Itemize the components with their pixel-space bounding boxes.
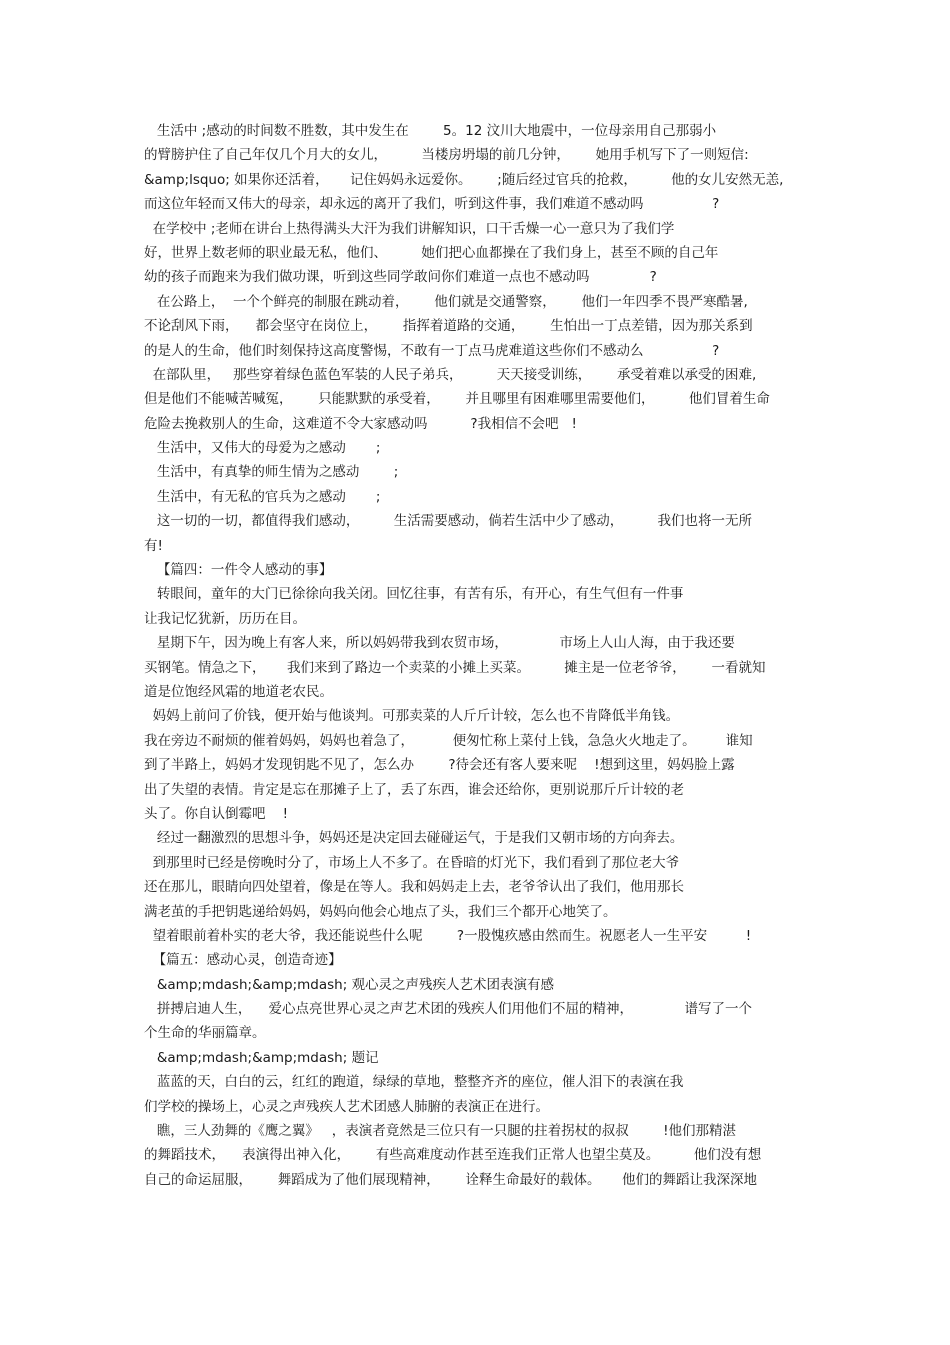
text-line: 让我记忆犹新，历历在目。 [144, 610, 306, 627]
text-line: 出了失望的表情。肯定是忘在那摊子上了，丢了东西，谁会还给你，更别说那斤斤计较的老 [144, 781, 684, 798]
text-line: 望着眼前着朴实的老大爷，我还能说些什么呢 ?一股愧疚感由然而生。祝愿老人一生平安 ! [144, 927, 752, 944]
text-line: 【篇五：感动心灵，创造奇迹】 [144, 952, 342, 969]
text-line: 而这位年轻而又伟大的母亲，却永远的离开了我们，听到这件事，我们难道不感动吗 ? [144, 196, 720, 213]
text-line: 买钢笔。情急之下， 我们来到了路边一个卖菜的小摊上买菜。 摊主是一位老爷爷， 一看就知 [144, 659, 766, 676]
text-line: 满老茧的手把钥匙递给妈妈，妈妈向他会心地点了头，我们三个都开心地笑了。 [144, 903, 617, 920]
text-line: 到了半路上，妈妈才发现钥匙不见了，怎么办 ?待会还有客人要来呢 !想到这里，妈妈脸上露 [144, 757, 735, 774]
text-line: 经过一翻激烈的思想斗争，妈妈还是决定回去碰碰运气，于是我们又朝市场的方向奔去。 [144, 830, 684, 847]
text-line: &amp;mdash;&amp;mdash; 观心灵之声残疾人艺术团表演有感 [144, 976, 555, 993]
text-line: 星期下午，因为晚上有客人来，所以妈妈带我到农贸市场， 市场上人山人海，由于我还要 [144, 635, 735, 652]
text-line: 在公路上， 一个个鲜亮的制服在跳动着， 他们就是交通警察， 他们一年四季不畏严寒酷暑, [144, 293, 748, 310]
text-line: 们学校的操场上，心灵之声残疾人艺术团感人肺腑的表演正在进行。 [144, 1098, 549, 1115]
text-line: 生活中 ;感动的时间数不胜数，其中发生在 5。12 汶川大地震中，一位母亲用自己那弱小 [144, 123, 717, 139]
text-line: 危险去挽救别人的生命，这难道不令大家感动吗 ?我相信不会吧 ! [144, 415, 577, 432]
text-line: 转眼间，童年的大门已徐徐向我关闭。回忆往事，有苦有乐，有开心，有生气但有一件事 [144, 586, 684, 603]
text-line: 【篇四：一件令人感动的事】 [144, 562, 333, 579]
text-line: 幼的孩子而跑来为我们做功课，听到这些同学敢问你们难道一点也不感动吗 ? [144, 269, 657, 286]
text-line: 生活中，有真挚的师生情为之感动 ; [144, 464, 399, 481]
text-line: 拼搏启迪人生， 爱心点亮世界心灵之声艺术团的残疾人们用他们不屈的精神， 谱写了一个 [144, 1001, 753, 1018]
text-line: 的是人的生命，他们时刻保持这高度警惕，不敢有一丁点马虎难道这些你们不感动么 ? [144, 342, 720, 359]
text-line: 的舞蹈技术， 表演得出神入化， 有些高难度动作甚至连我们正常人也望尘莫及。 他们没有想 [144, 1147, 762, 1164]
text-line: 我在旁边不耐烦的催着妈妈，妈妈也着急了， 便匆忙称上菜付上钱，急急火火地走了。 谁知 [144, 732, 753, 749]
text-line: 自己的命运屈服， 舞蹈成为了他们展现精神， 诠释生命最好的载体。 他们的舞蹈让我深深地 [144, 1171, 757, 1188]
text-line: 道是位饱经风霜的地道老农民。 [144, 683, 333, 700]
text-line: 瞧，三人劲舞的《鹰之翼》 ，表演者竟然是三位只有一只腿的拄着拐杖的叔叔 !他们那精湛 [144, 1123, 736, 1140]
text-line: 到那里时已经是傍晚时分了，市场上人不多了。在昏暗的灯光下，我们看到了那位老大爷 [144, 854, 680, 871]
text-line: 妈妈上前问了价钱，便开始与他谈判。可那卖菜的人斤斤计较，怎么也不肯降低半角钱。 [144, 708, 680, 725]
text-line: 好，世界上数老师的职业最无私，他们、 她们把心血都操在了我们身上，甚至不顾的自己年 [144, 244, 719, 261]
text-line: 在学校中 ;老师在讲台上热得满头大汗为我们讲解知识，口干舌燥一心一意只为了我们学 [144, 220, 675, 237]
text-line: 头了。你自认倒霉吧 ! [144, 805, 289, 822]
text-line: 在部队里， 那些穿着绿色蓝色军装的人民子弟兵， 天天接受训练， 承受着难以承受的困难, [144, 366, 757, 383]
text-line: 蓝蓝的天，白白的云，红红的跑道，绿绿的草地，整整齐齐的座位，催人泪下的表演在我 [144, 1074, 684, 1091]
text-line: 这一切的一切，都值得我们感动， 生活需要感动，倘若生活中少了感动， 我们也将一无所 [144, 513, 753, 530]
text-line: 生活中，又伟大的母爱为之感动 ; [144, 440, 381, 457]
text-line: 的臂膀护住了自己年仅几个月大的女儿， 当楼房坍塌的前几分钟， 她用手机写下了一则短信: [144, 147, 749, 164]
text-line: 不论刮风下雨， 都会坚守在岗位上， 指挥着道路的交通， 生怕出一丁点差错，因为那关系到 [144, 318, 753, 335]
text-line: 还在那儿，眼睛向四处望着，像是在等人。我和妈妈走上去，老爷爷认出了我们，他用那长 [144, 879, 684, 896]
text-line: &amp;mdash;&amp;mdash; 题记 [144, 1049, 379, 1066]
text-line: 有! [144, 537, 163, 554]
text-line: 个生命的华丽篇章。 [144, 1025, 266, 1042]
text-line: &amp;lsquo; 如果你还活着， 记住妈妈永远爱你。 ;随后经过官兵的抢救， 他的女儿安然无恙, [144, 171, 784, 188]
text-line: 生活中，有无私的官兵为之感动 ; [144, 488, 381, 505]
text-line: 但是他们不能喊苦喊冤， 只能默默的承受着， 并且哪里有困难哪里需要他们， 他们冒着生命 [144, 391, 770, 408]
article-body [144, 119, 809, 1192]
